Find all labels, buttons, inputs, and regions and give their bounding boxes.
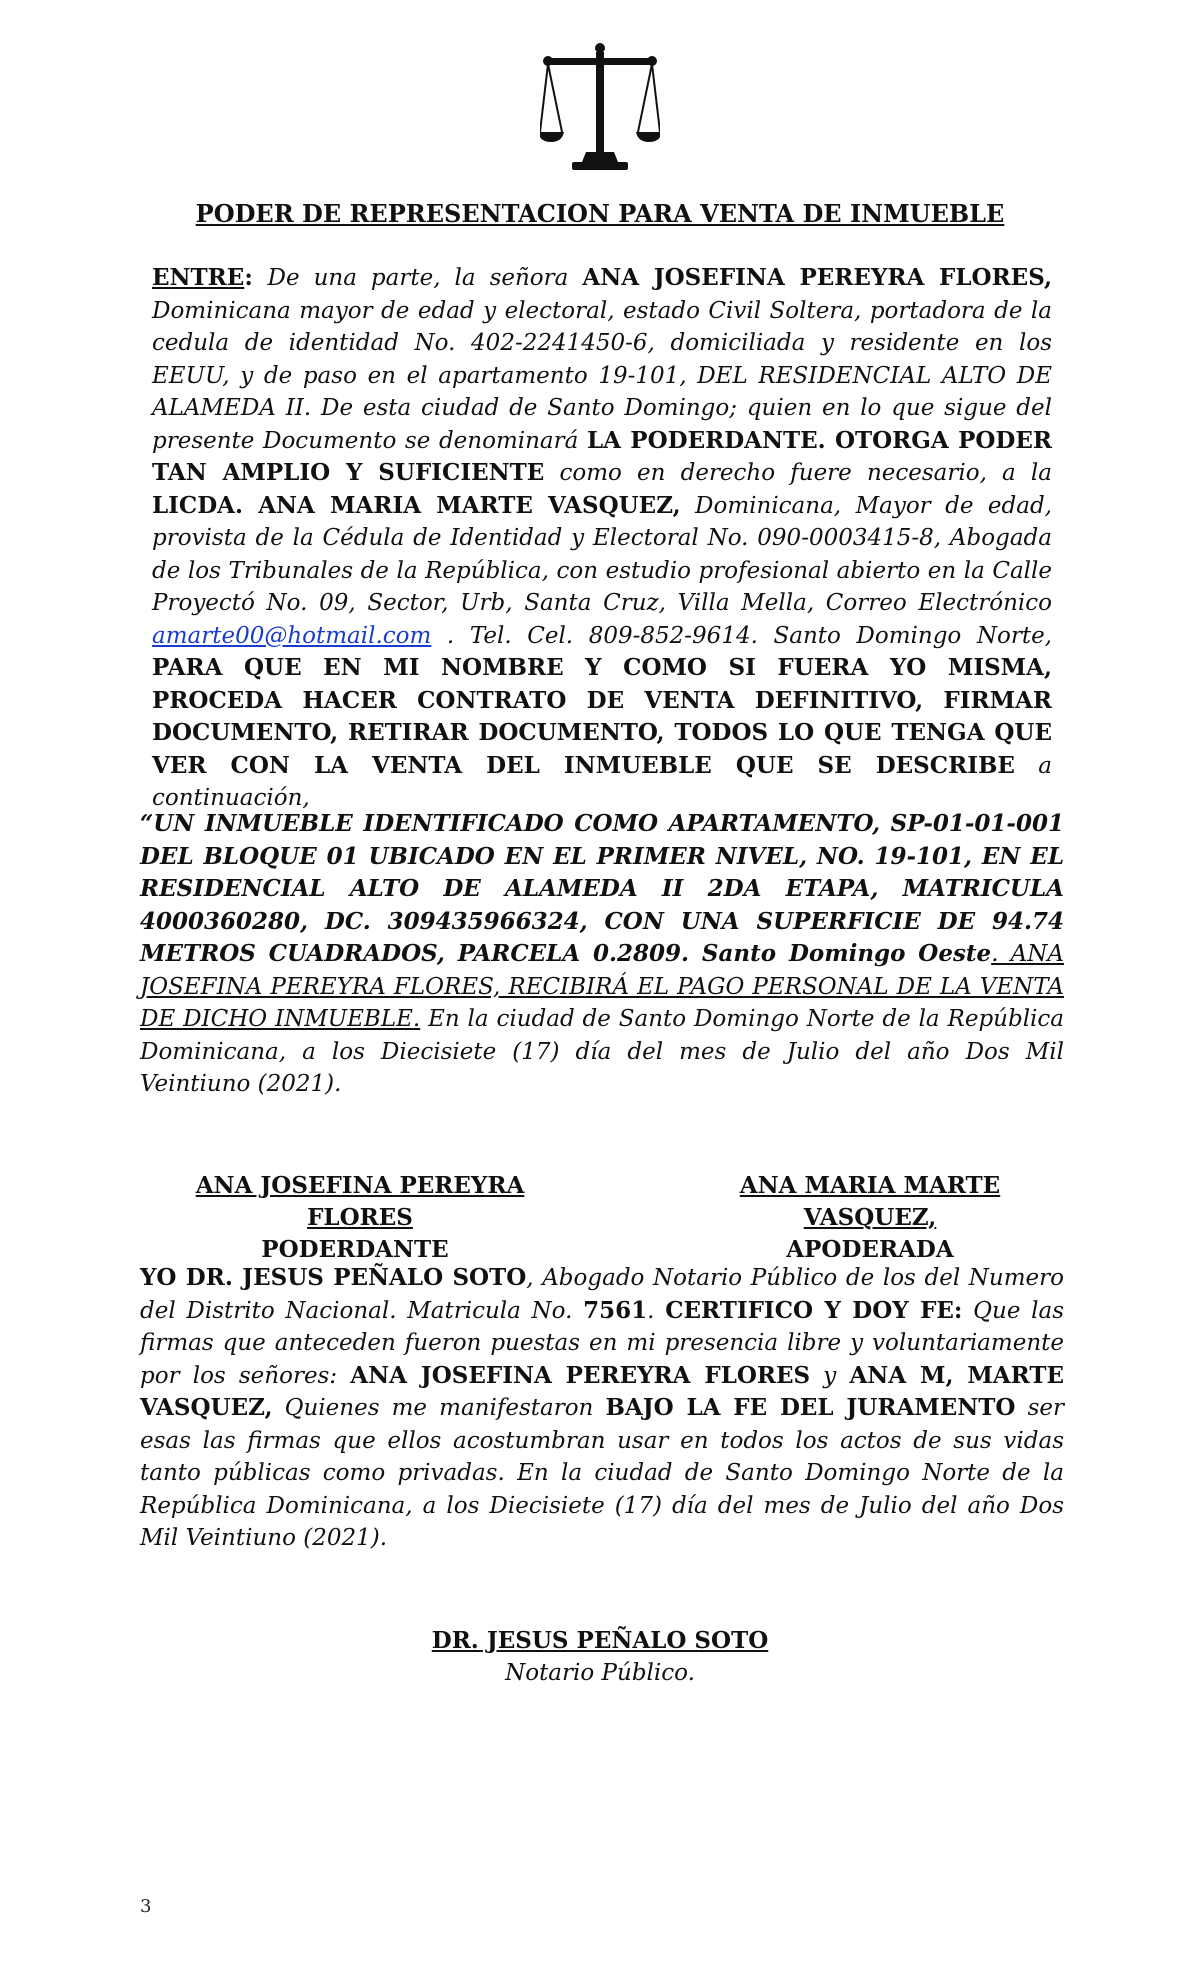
page-number: 3 (140, 1896, 152, 1917)
text-run: 7561 (583, 1296, 648, 1324)
text-run: ANA JOSEFINA PEREYRA FLORES, (582, 264, 1053, 291)
text-run: En la ciudad de Santo Domingo Norte de la República Dominicana, a los Diecisiete (17) día del mes de Julio del año Dos Mil Veintiuno (2021). (140, 1006, 1065, 1097)
text-run: . ANA JOSEFINA PEREYRA FLORES, RECIBIRÁ EL PAGO PERSONAL DE LA VENTA DE DICHO INMUEBLE. (140, 941, 1064, 1032)
notary-signature (0, 1625, 1200, 1689)
text-run: BAJO LA FE DEL JURAMENTO (605, 1394, 1016, 1421)
text-run: CERTIFICO Y DOY FE: (665, 1296, 963, 1324)
email-link[interactable]: amarte00@hotmail.com (152, 622, 432, 649)
text-run: ANA M, MARTE VASQUEZ, (140, 1361, 1064, 1421)
scales-of-justice-icon (540, 40, 660, 175)
text-run: y (810, 1362, 850, 1389)
text-run: . Tel. Cel. 809-852-9614. Santo Domingo Norte, (431, 622, 1052, 649)
notary-role: Notario Público. (505, 1660, 695, 1686)
signature-right-role: APODERADA (786, 1236, 954, 1263)
notary-name: DR. JESUS PEÑALO SOTO (431, 1627, 769, 1654)
text-run: ANA JOSEFINA PEREYRA FLORES (350, 1361, 811, 1389)
text-run: LICDA. ANA MARIA MARTE VASQUEZ, (152, 491, 681, 519)
signature-right-name: ANA MARIA MARTE VASQUEZ, (739, 1172, 1001, 1231)
text-run: Dominicana mayor de edad y electoral, estado Civil Soltera, portadora de la cedula de identidad No. 402-2241450-6, domiciliada y residente en los EEUU, y de paso en el apartamento 19-101, DEL RESIDENCIAL ALTO DE ALAMEDA II. De esta ciudad de Santo Domingo; quien en lo que sigue del presente Documento se denominará (152, 297, 1052, 454)
text-run: Dominicana, Mayor de edad, provista de la Cédula de Identidad y Electoral No. 090-0003415-8, Abogada de los Tribunales de la República, con estudio profesional abierto en la Calle Proyectó No. 09, Sector, Urb, Santa Cruz, Villa Mella, Correo Electrónico (152, 492, 1052, 616)
text-run: Que las firmas que anteceden fueron puestas en mi presencia libre y voluntariamente por los señores: (140, 1297, 1065, 1389)
text-run: De una parte, la señora (267, 265, 583, 291)
signature-poderdante (150, 1170, 570, 1266)
text-run: Quienes me manifestaron (272, 1395, 606, 1421)
signature-apoderada (670, 1170, 1070, 1266)
text-run: ser esas las firmas que ellos acostumbran usar en todos los actos de sus vidas tanto públicas como privadas. En la ciudad de Santo Domingo Norte de la República Dominicana, a los Diecisiete (17) día del mes de Julio del año Dos Mil Veintiuno (2021). (140, 1395, 1064, 1551)
paragraph-power-of-attorney (152, 262, 1052, 815)
text-run: , Abogado Notario Público de los del Numero del Distrito Nacional. Matricula No. (140, 1265, 1065, 1324)
text-run: como en derecho fuere necesario, a la (544, 460, 1052, 486)
text-run: LA PODERDANTE. OTORGA PODER TAN AMPLIO Y SUFICIENTE (152, 426, 1052, 486)
signature-left-role: PODERDANTE (261, 1236, 449, 1263)
text-run: YO DR. JESUS PEÑALO SOTO (140, 1264, 527, 1291)
text-run: a continuación, (152, 752, 1052, 811)
text-run: ENTRE (152, 264, 245, 291)
text-run: . (647, 1297, 666, 1324)
signature-left-name: ANA JOSEFINA PEREYRA FLORES (195, 1172, 525, 1231)
text-run: : (244, 264, 268, 291)
paragraph-notary-certification (140, 1262, 1064, 1555)
text-run: “UN INMUEBLE IDENTIFICADO COMO APARTAMENTO, SP-01-01-001 DEL BLOQUE 01 UBICADO EN EL PRIMER NIVEL, NO. 19-101, EN EL RESIDENCIAL ALTO DE ALAMEDA II 2DA ETAPA, MATRICULA 4000360280, DC. 309435966324, CON UNA SUPERFICIE DE 94.74 METROS CUADRADOS, PARCELA 0.2809. Santo Domingo Oeste (140, 810, 1064, 967)
document-title: PODER DE REPRESENTACION PARA VENTA DE INMUEBLE (195, 199, 1005, 228)
paragraph-property-description (140, 808, 1064, 1101)
text-run: PARA QUE EN MI NOMBRE Y COMO SI FUERA YO MISMA, PROCEDA HACER CONTRATO DE VENTA DEFINITIVO, FIRMAR DOCUMENTO, RETIRAR DOCUMENTO, TODOS LO QUE TENGA QUE VER CON LA VENTA DEL INMUEBLE QUE SE DESCRIBE (152, 654, 1052, 779)
